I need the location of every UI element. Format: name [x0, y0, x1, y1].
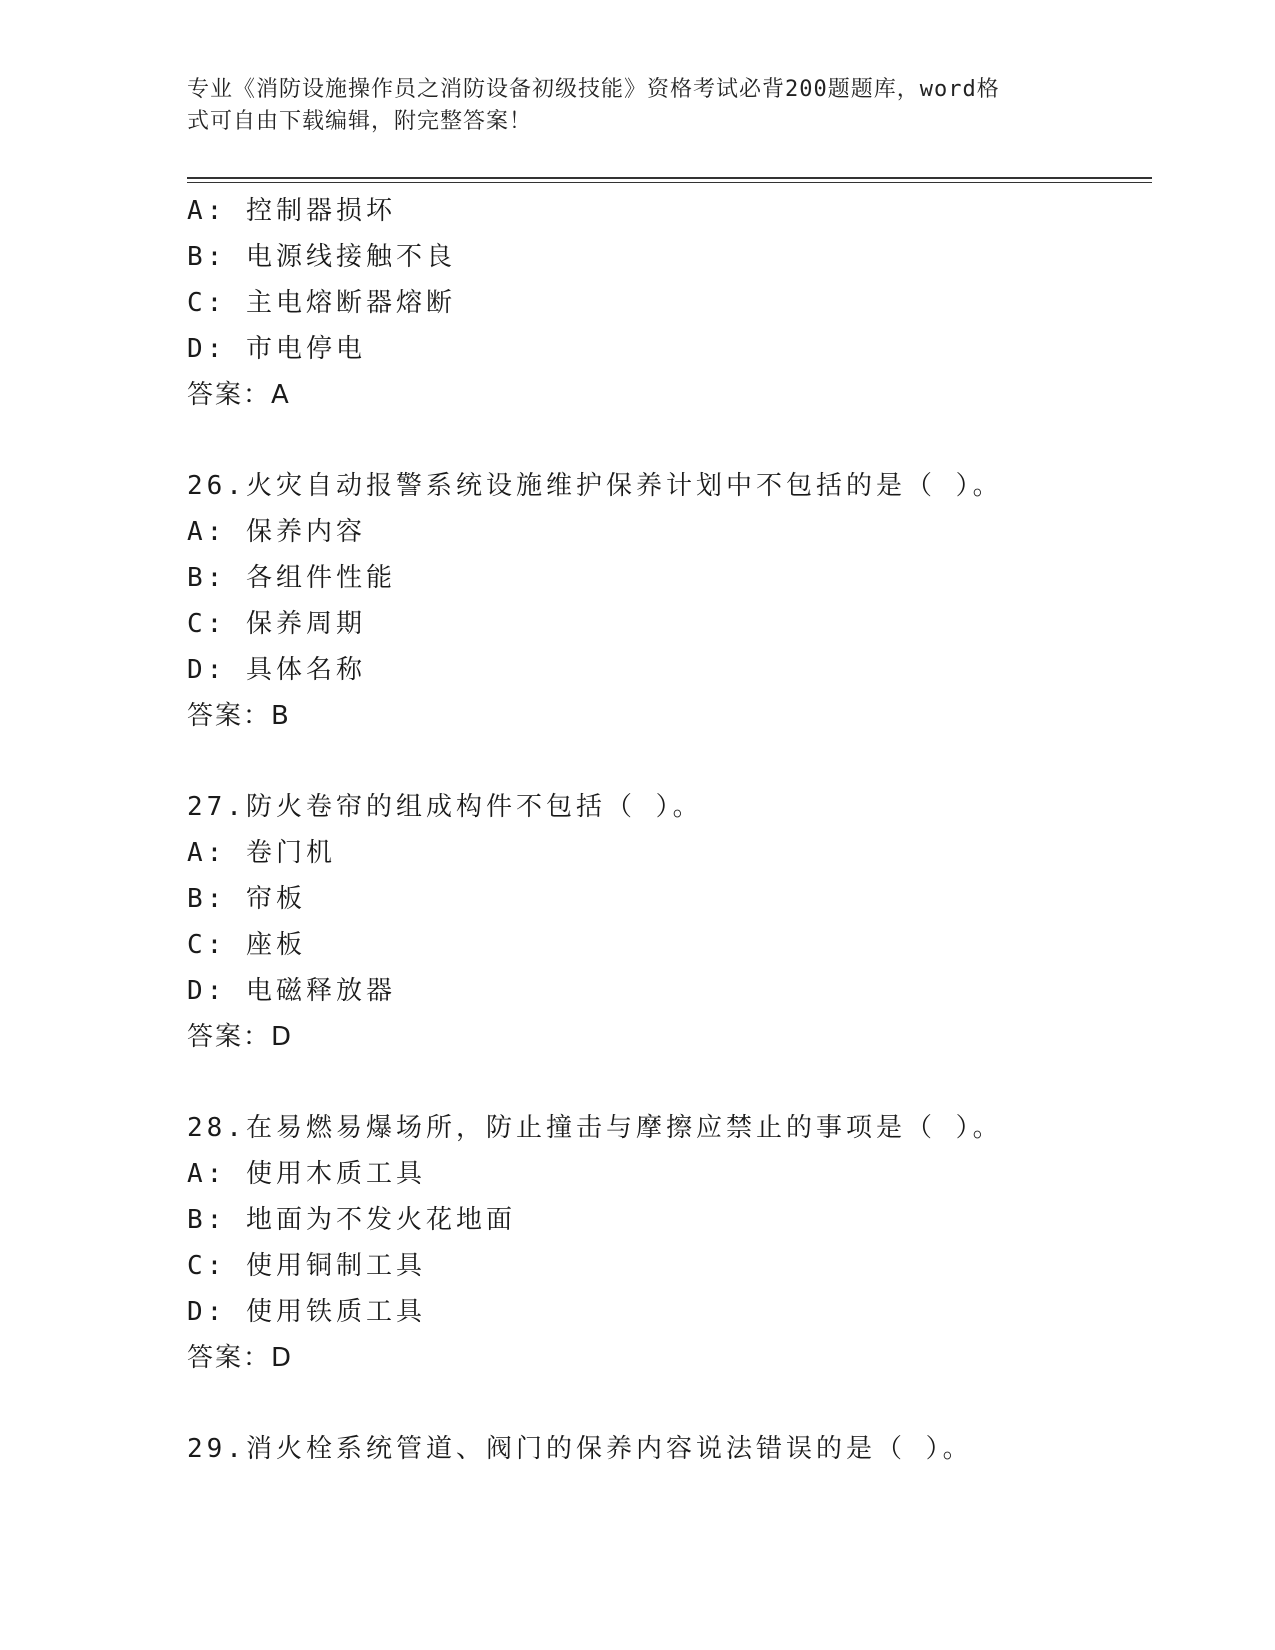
option-b: B: 电源线接触不良 — [187, 242, 456, 272]
question-text: 28.在易燃易爆场所，防止撞击与摩擦应禁止的事项是（ ）。 — [187, 1113, 1003, 1143]
question-text: 26.火灾自动报警系统设施维护保养计划中不包括的是（ ）。 — [187, 471, 1003, 501]
question-text: 29.消火栓系统管道、阀门的保养内容说法错误的是（ ）。 — [187, 1434, 973, 1464]
option-d: D: 市电停电 — [187, 334, 366, 364]
option-d: D: 电磁释放器 — [187, 976, 396, 1006]
answer: 答案：A — [187, 380, 291, 410]
question-text: 27.防火卷帘的组成构件不包括（ ）。 — [187, 792, 703, 822]
option-c: C: 使用铜制工具 — [187, 1251, 426, 1281]
question-27 — [187, 784, 1152, 1060]
document-page — [187, 0, 1152, 1650]
header-rule-thick — [187, 177, 1152, 179]
spacer — [187, 739, 1152, 784]
option-a: A: 控制器损坏 — [187, 196, 396, 226]
option-a: A: 使用木质工具 — [187, 1159, 426, 1189]
spacer — [187, 1381, 1152, 1426]
option-c: C: 保养周期 — [187, 609, 366, 639]
option-b: B: 各组件性能 — [187, 563, 396, 593]
question-29 — [187, 1426, 1152, 1472]
spacer — [187, 1060, 1152, 1105]
header-rule-thin — [187, 182, 1152, 183]
question-26 — [187, 463, 1152, 739]
header-line-2: 式可自由下载编辑，附完整答案！ — [187, 109, 533, 134]
answer: 答案：B — [187, 701, 291, 731]
question-25 — [187, 188, 1152, 418]
header-line-1: 专业《消防设施操作员之消防设备初级技能》资格考试必背200题题库，word格 — [187, 77, 1000, 102]
option-a: A: 保养内容 — [187, 517, 366, 547]
question-list — [187, 188, 1152, 1472]
option-c: C: 座板 — [187, 930, 306, 960]
option-c: C: 主电熔断器熔断 — [187, 288, 456, 318]
option-a: A: 卷门机 — [187, 838, 336, 868]
answer: 答案：D — [187, 1022, 294, 1052]
option-b: B: 地面为不发火花地面 — [187, 1205, 516, 1235]
document-header — [187, 74, 1067, 138]
option-b: B: 帘板 — [187, 884, 306, 914]
question-28 — [187, 1105, 1152, 1381]
answer: 答案：D — [187, 1343, 294, 1373]
option-d: D: 具体名称 — [187, 655, 366, 685]
option-d: D: 使用铁质工具 — [187, 1297, 426, 1327]
spacer — [187, 418, 1152, 463]
